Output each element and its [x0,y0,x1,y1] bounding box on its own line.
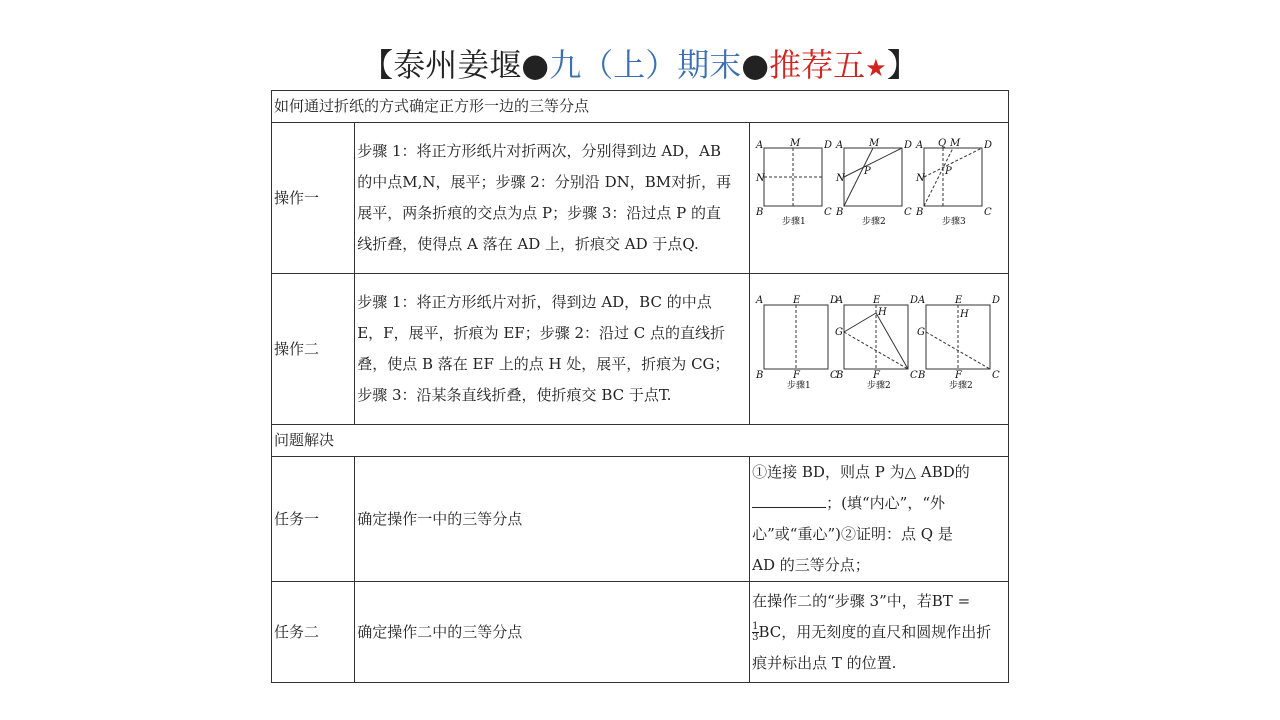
title-part-1: 【泰州姜堰● [361,46,550,84]
fig4-label-d: D [830,295,839,306]
fig2-caption: 步骤2 [862,217,886,227]
task1-line: AD 的三等分点； [752,556,870,574]
op1-diagram [754,138,1004,258]
task2-line2-text: BC，用无刻度的直尺和圆规作出折 [758,622,992,641]
fig5-label-b: B [836,370,844,381]
op2-figures [750,274,1009,425]
fig6-label-f: F [955,370,963,381]
task1-line: ①连接 BD，则点 P 为△ ABD的 [752,463,970,481]
task2-content [750,582,1009,683]
fig2-label-p: P [864,166,871,177]
op2-diagram [754,289,1004,409]
fig4-caption: 步骤1 [787,381,811,391]
fig2-label-m: M [869,138,880,149]
task2-line: 痕并标出点 T 的位置. [752,653,897,672]
op1-step-line: 步骤 1：将正方形纸片对折两次，分别得到边 AD，AB [357,142,722,160]
task1-line2-text: ；(填“内心”，“外 [826,494,945,512]
task1-row [272,457,1009,582]
fig5-label-a: A [836,295,844,306]
task1-line: 心”或“重心”)②证明：点 Q 是 [752,525,953,543]
fig6-label-g: G [917,327,926,338]
fig6-label-d: D [992,295,1001,306]
fig3-label-n: N [916,173,925,184]
op2-step-line: 叠，使点 B 落在 EF 上的点 H 处，展平，折痕为 CG； [357,355,730,373]
fig5-segment-hc [876,313,908,369]
fig1-label-c: C [824,207,832,218]
fig5-caption: 步骤2 [867,381,891,391]
fig4-label-a: A [756,295,764,306]
star-icon: ★ [865,54,887,82]
fig3-label-a: A [916,140,924,151]
fig3-label-b: B [916,207,924,218]
fig6-label-b: B [918,370,926,381]
task2-line: 在操作二的“步骤 3”中，若BT = [752,591,971,610]
page-title [0,40,1280,93]
fig3-square [924,148,982,206]
problem-row [272,425,1009,457]
problem-cell: 问题解决 [272,425,1009,457]
title-part-5: 】 [886,46,919,84]
fig5-label-d: D [910,295,919,306]
fig1-caption: 步骤1 [782,217,806,227]
fig5-segment-gh [844,313,876,332]
op2-step-line: E，F，展平，折痕为 EF；步骤 2：沿过 C 点的直线折 [357,324,726,342]
task1-desc: 确定操作一中的三等分点 [355,457,750,582]
op1-step-line: 展平，两条折痕的交点为点 P；步骤 3：沿过点 P 的直 [357,204,722,222]
fig2-label-b: B [836,207,844,218]
fig4-label-e: E [793,295,801,306]
op2-step-line: 步骤 1：将正方形纸片对折，得到边 AD，BC 的中点 [357,293,712,311]
op2-row [272,274,1009,425]
op2-label: 操作二 [272,274,355,425]
fig6-caption: 步骤2 [949,381,973,391]
op1-row [272,123,1009,274]
fig3-label-c: C [984,207,992,218]
fig5-label-f: F [873,370,881,381]
op1-steps [355,123,750,274]
task1-content [750,457,1009,582]
title-part-4: 推荐五 [769,46,866,84]
fig5-label-h: H [878,307,887,318]
fig5-label-g: G [835,327,844,338]
task1-label: 任务一 [272,457,355,582]
fraction-denominator: 3 [752,632,759,643]
fig4-label-c: C [830,370,838,381]
fig2-label-n: N [836,173,845,184]
task2-line [752,617,1006,648]
fig2-label-a: A [836,140,844,151]
fig2-square [844,148,902,206]
fig3-fold-dn [924,148,982,177]
task2-desc: 确定操作二中的三等分点 [355,582,750,683]
fig5-label-c: C [910,370,918,381]
op1-label: 操作一 [272,123,355,274]
fig1-label-m: M [790,138,801,149]
fig3-label-q: Q [938,138,947,149]
fig4-label-f: F [793,370,801,381]
fig1-label-a: A [756,140,764,151]
fig3-caption: 步骤3 [942,217,966,227]
fig2-label-d: D [904,140,913,151]
title-part-3: ● [741,46,770,84]
intro-row [272,91,1009,123]
fig3-label-d: D [984,140,993,151]
fig3-fold-bm [924,148,953,206]
problem-table [271,90,1009,683]
title-part-2: 九（上）期末 [549,46,742,84]
fraction-numerator: 1 [752,621,759,632]
op2-step-line: 步骤 3：沿某条直线折叠，使折痕交 BC 于点T. [357,386,672,404]
task1-line [752,488,1006,519]
fig6-label-e: E [955,295,963,306]
fig1-label-b: B [756,207,764,218]
task2-label: 任务二 [272,582,355,683]
fig2-fold-dn [844,148,902,177]
op1-figures [750,123,1009,274]
fig4-label-b: B [756,370,764,381]
fig5-label-e: E [873,295,881,306]
answer-blank [752,489,826,508]
fig3-label-p: P [945,166,952,177]
fig6-label-a: A [918,295,926,306]
task2-row [272,582,1009,683]
fig3-label-m: M [950,138,961,149]
fig1-label-d: D [824,140,833,151]
fig1-square [764,148,822,206]
fig2-label-c: C [904,207,912,218]
op2-steps [355,274,750,425]
fig2-fold-bm [844,148,873,206]
fig6-label-c: C [992,370,1000,381]
fig6-label-h: H [960,309,969,320]
intro-cell: 如何通过折纸的方式确定正方形一边的三等分点 [272,91,1009,123]
fig1-label-n: N [756,173,765,184]
op1-step-line: 线折叠，使得点 A 落在 AD 上，折痕交 AD 于点Q. [357,235,699,253]
op1-step-line: 的中点M,N，展平；步骤 2：分别沿 DN，BM对折，再 [357,173,732,191]
